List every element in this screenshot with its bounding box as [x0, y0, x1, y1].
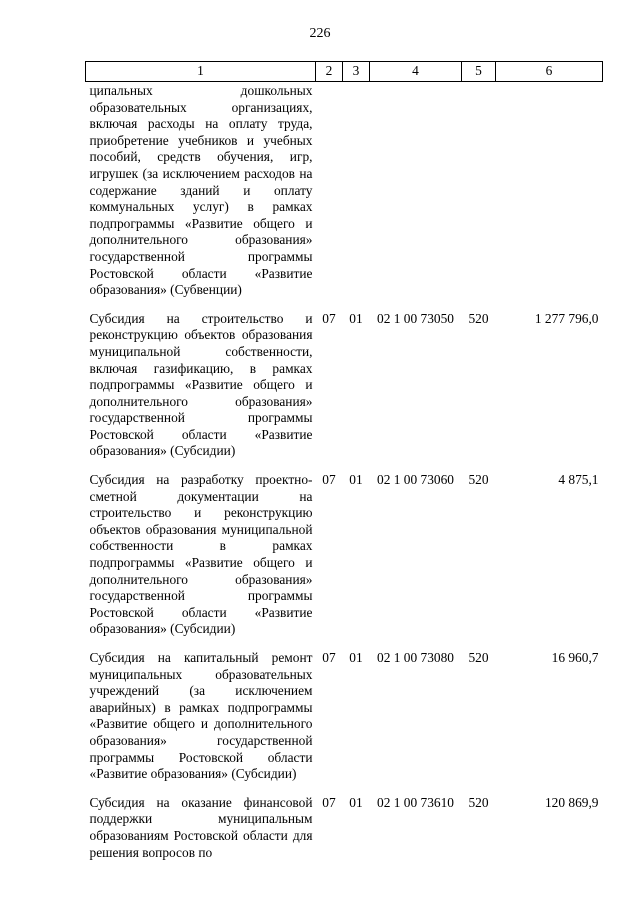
- column-header-1: 1: [86, 62, 316, 82]
- row-section: 07: [322, 310, 336, 326]
- table-row: [86, 311, 603, 460]
- row-section: 07: [322, 650, 336, 665]
- table-row: [86, 472, 603, 638]
- row-description: ципальных дошкольных образовательных организациях, включая расходы на оплату труда, приобретение учебников и учебных пособий, средств обучения, игр, игрушек (за исключением расходов на содержание зданий и оплату коммунальных услуг) в рамках подпрограммы «Развитие общего и дополнительного образования» государственной программы Ростовской области «Развитие образования» (Субвенции): [89, 83, 313, 298]
- row-expense-type: 520: [468, 794, 489, 810]
- row-amount: 4 875,1: [558, 472, 599, 488]
- page-number: 226: [309, 26, 331, 41]
- row-expense-type: 520: [468, 650, 489, 665]
- row-section: [316, 82, 343, 299]
- table-row: [86, 82, 603, 299]
- column-header-5: 5: [462, 62, 496, 82]
- row-target-article: 02 1 00 73610: [377, 794, 454, 810]
- column-header-2: 2: [316, 62, 343, 82]
- row-amount: 16 960,7: [551, 650, 599, 665]
- row-expense-type: 520: [468, 472, 489, 488]
- table-header: [86, 62, 603, 82]
- row-subsection: [343, 82, 370, 299]
- row-subsection: 01: [349, 310, 363, 326]
- row-expense-type: 520: [468, 310, 489, 326]
- row-amount: 120 869,9: [544, 794, 599, 810]
- table-row: [86, 650, 603, 783]
- table-row: [86, 795, 603, 861]
- column-header-4: 4: [370, 62, 462, 82]
- row-amount: 1 277 796,0: [534, 310, 599, 326]
- row-subsection: 01: [349, 472, 363, 488]
- row-description: Субсидия на разработку проектно-сметной документации на строительство и реконструкцию объектов образования муниципальной собственности в рамках подпрограммы «Развитие общего и дополнительного образования» государственной программы Ростовской области «Развитие образования» (Субсидии): [89, 472, 313, 637]
- column-header-6: 6: [496, 62, 603, 82]
- row-section: 07: [322, 794, 336, 810]
- row-expense-type: [462, 82, 496, 299]
- row-section: 07: [322, 472, 336, 488]
- row-subsection: 01: [349, 794, 363, 810]
- row-subsection: 01: [349, 650, 363, 665]
- budget-table: [85, 61, 603, 861]
- row-amount: [496, 82, 603, 299]
- row-description: Субсидия на строительство и реконструкцию объектов образования муниципальной собственности, включая газификацию, в рамках подпрограммы «Развитие общего и дополнительного образования» государственной программы Ростовской области «Развитие образования» (Субсидии): [89, 310, 313, 459]
- column-header-3: 3: [343, 62, 370, 82]
- row-description: Субсидия на капитальный ремонт муниципальных образовательных учреждений (за исключением аварийных) в рамках подпрограммы «Развитие общего и дополнительного образования» государственной программы Ростовской области «Развитие образования» (Субсидии): [89, 650, 313, 782]
- row-description: Субсидия на оказание финансовой поддержки муниципальным образованиям Ростовской области для решения вопросов по: [89, 794, 313, 860]
- row-target-article: 02 1 00 73060: [377, 472, 454, 488]
- row-target-article: 02 1 00 73050: [377, 310, 454, 326]
- row-target-article: 02 1 00 73080: [377, 650, 454, 665]
- row-target-article: [370, 82, 462, 299]
